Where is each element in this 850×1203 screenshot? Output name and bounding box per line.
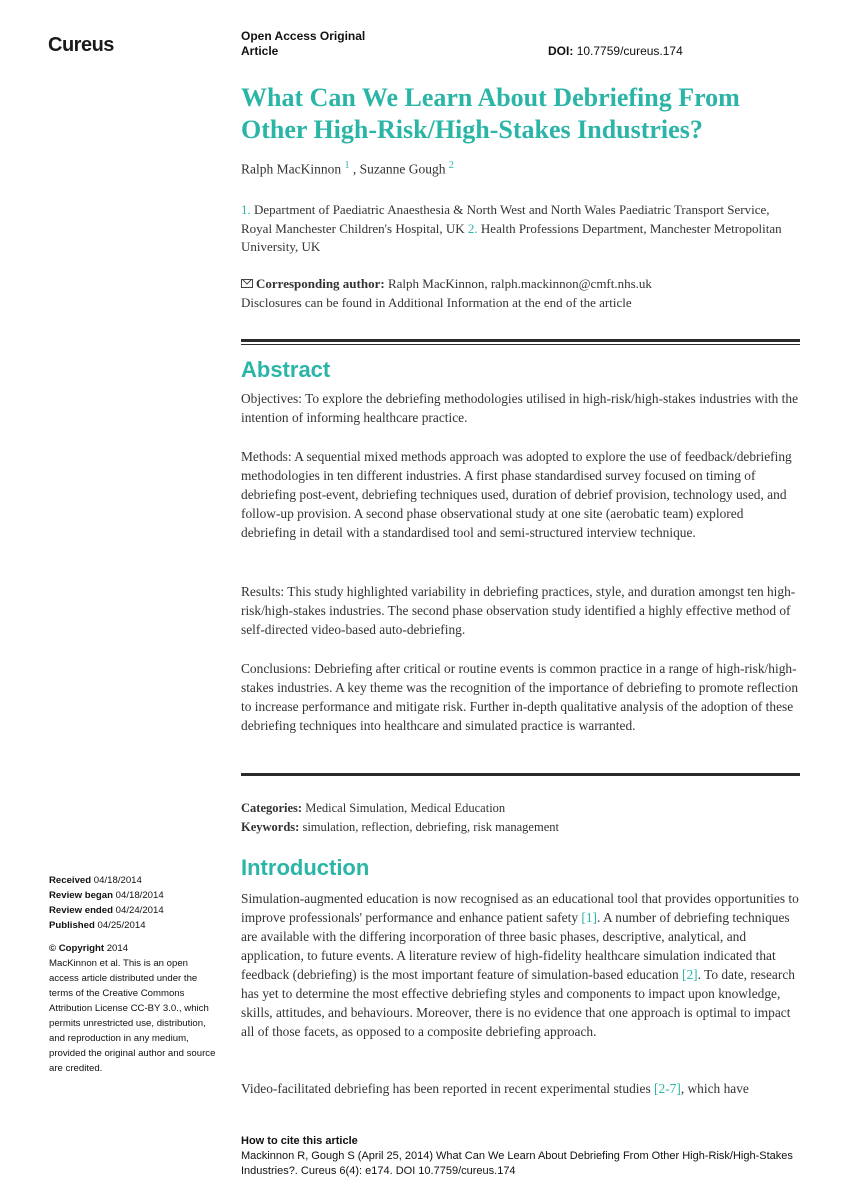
corresponding-author-value[interactable]: Ralph MacKinnon, ralph.mackinnon@cmft.nhs.uk	[384, 276, 652, 291]
review-began-label: Review began	[49, 890, 113, 901]
received-value: 04/18/2014	[91, 875, 142, 886]
divider-double	[241, 339, 800, 345]
affiliations	[241, 201, 801, 257]
disclosures-note: Disclosures can be found in Additional Information at the end of the article	[241, 294, 632, 310]
how-to-cite	[241, 1134, 821, 1179]
abstract-conclusions: Conclusions: Debriefing after critical or routine events is common practice in a range of high-risk/high-stakes industries. A key theme was the recognition of the importance of debriefing to promote reflection to increase performance and mitigate risk. Further in-depth qualitative analysis of the adoption of these debriefing techniques into healthcare and simulated practice is warranted.	[241, 661, 799, 733]
review-ended-date	[49, 903, 219, 918]
abstract-heading: Abstract	[241, 357, 331, 382]
affiliation-text: Department of Paediatric Anaesthesia & North West and North Wales Paediatric Transport Service, Royal Manchester Children's Hospital, UK	[241, 202, 770, 236]
author-list	[241, 160, 454, 178]
article-type-line2: Article	[241, 44, 279, 58]
review-began-date	[49, 888, 219, 903]
paragraph-text: . A number of debriefing techniques are available with the differing incorporation of three basic phases, descriptive, analytical, and application, to future events. A literature review of high-fidelity healthcare simulation indicated that feedback (debriefing) is the most important feature of simulation-based education	[241, 910, 790, 982]
corresponding-author	[241, 275, 801, 294]
introduction-paragraph	[241, 1079, 801, 1098]
introduction-paragraph	[241, 889, 801, 1041]
categories	[241, 799, 559, 818]
mail-icon	[241, 279, 253, 288]
citation-link[interactable]: [2-7]	[654, 1081, 681, 1096]
license-text: MacKinnon et al. This is an open access article distributed under the terms of the Creative Commons Attribution License CC-BY 3.0., which permits unrestricted use, distribution, and reproduction in any medium, provided the original author and source are credited.	[49, 958, 216, 1074]
author-name[interactable]: Ralph MacKinnon	[241, 161, 342, 177]
keywords-value: simulation, reflection, debriefing, risk management	[299, 819, 559, 834]
published-date	[49, 918, 219, 933]
review-began-value: 04/18/2014	[112, 890, 164, 901]
categories-label: Categories:	[241, 801, 303, 815]
article-type	[241, 29, 365, 59]
published-label: Published	[49, 920, 95, 931]
corresponding-author-label: Corresponding author:	[256, 276, 385, 291]
copyright-year: 2014	[104, 943, 129, 954]
received-date	[49, 873, 219, 888]
article-type-line1: Open Access Original	[241, 29, 366, 43]
copyright-label: © Copyright	[49, 943, 105, 954]
author-name[interactable]: , Suzanne Gough	[352, 161, 446, 177]
how-to-cite-text: Mackinnon R, Gough S (April 25, 2014) What Can We Learn About Debriefing From Other High-Risk/High-Stakes Industries?. Cureus 6(4): e174. DOI 10.7759/cureus.174	[241, 1150, 793, 1177]
doi	[548, 44, 683, 58]
article-title: What Can We Learn About Debriefing From Other High-Risk/High-Stakes Industries?	[241, 83, 740, 144]
affiliation-text: Health Professions Department, Manchester Metropolitan University, UK	[241, 220, 782, 254]
citation-link[interactable]: [2]	[682, 967, 698, 982]
published-value: 04/25/2014	[94, 920, 146, 931]
divider-thick	[241, 773, 800, 776]
introduction-heading: Introduction	[241, 855, 370, 880]
publication-history	[49, 873, 219, 1076]
paragraph-text: Simulation-augmented education is now recognised as an educational tool that provides opportunities to improve professionals' performance and enhance patient safety	[241, 891, 799, 925]
article-meta	[241, 799, 559, 836]
author-affiliation-ref: 1	[344, 160, 350, 171]
paragraph-text: , which have	[680, 1081, 749, 1096]
review-ended-label: Review ended	[49, 905, 113, 916]
keywords	[241, 818, 559, 837]
affiliation-number: 1.	[241, 202, 251, 217]
doi-label: DOI:	[548, 44, 574, 58]
journal-logo: Cureus	[48, 34, 114, 56]
how-to-cite-heading: How to cite this article	[241, 1135, 358, 1147]
paragraph-text: Video-facilitated debriefing has been reported in recent experimental studies	[241, 1081, 655, 1096]
review-ended-value: 04/24/2014	[112, 905, 164, 916]
copyright	[49, 941, 219, 956]
abstract-results: Results: This study highlighted variability in debriefing practices, style, and duration amongst ten high-risk/high-stakes industries. The second phase observation study identified a highly effective method of self-directed video-based auto-debriefing.	[241, 584, 796, 637]
doi-value[interactable]: 10.7759/cureus.174	[576, 44, 683, 58]
abstract-objectives: Objectives: To explore the debriefing methodologies utilised in high-risk/high-stakes industries with the intention of informing healthcare practice.	[241, 391, 799, 425]
received-label: Received	[49, 875, 92, 886]
corresponding-author-block	[241, 275, 801, 312]
affiliation-number: 2.	[467, 220, 478, 236]
paragraph-text: . To date, research has yet to determine the most effective debriefing styles and components to impact upon knowledge, skills, attitudes, and behaviours. Moreover, there is no evidence that one approach is optimal to impact all of those facets, as opposed to a composite debriefing approach.	[241, 967, 795, 1039]
keywords-label: Keywords:	[241, 819, 300, 834]
author-affiliation-ref: 2	[448, 160, 454, 171]
abstract-methods: Methods: A sequential mixed methods approach was adopted to explore the use of feedback/debriefing methodologies in ten different industries. A first phase standardised survey focused on timing of debriefing post-event, debriefing techniques used, duration of debrief provision, technology used, and follow-up provision. A second phase observational study at one site (aerobatic team) explored debriefing in detail with a standardised tool and semi-structured interview technique.	[241, 449, 792, 540]
citation-link[interactable]: [1]	[581, 910, 598, 925]
categories-value: Medical Simulation, Medical Education	[302, 801, 506, 815]
